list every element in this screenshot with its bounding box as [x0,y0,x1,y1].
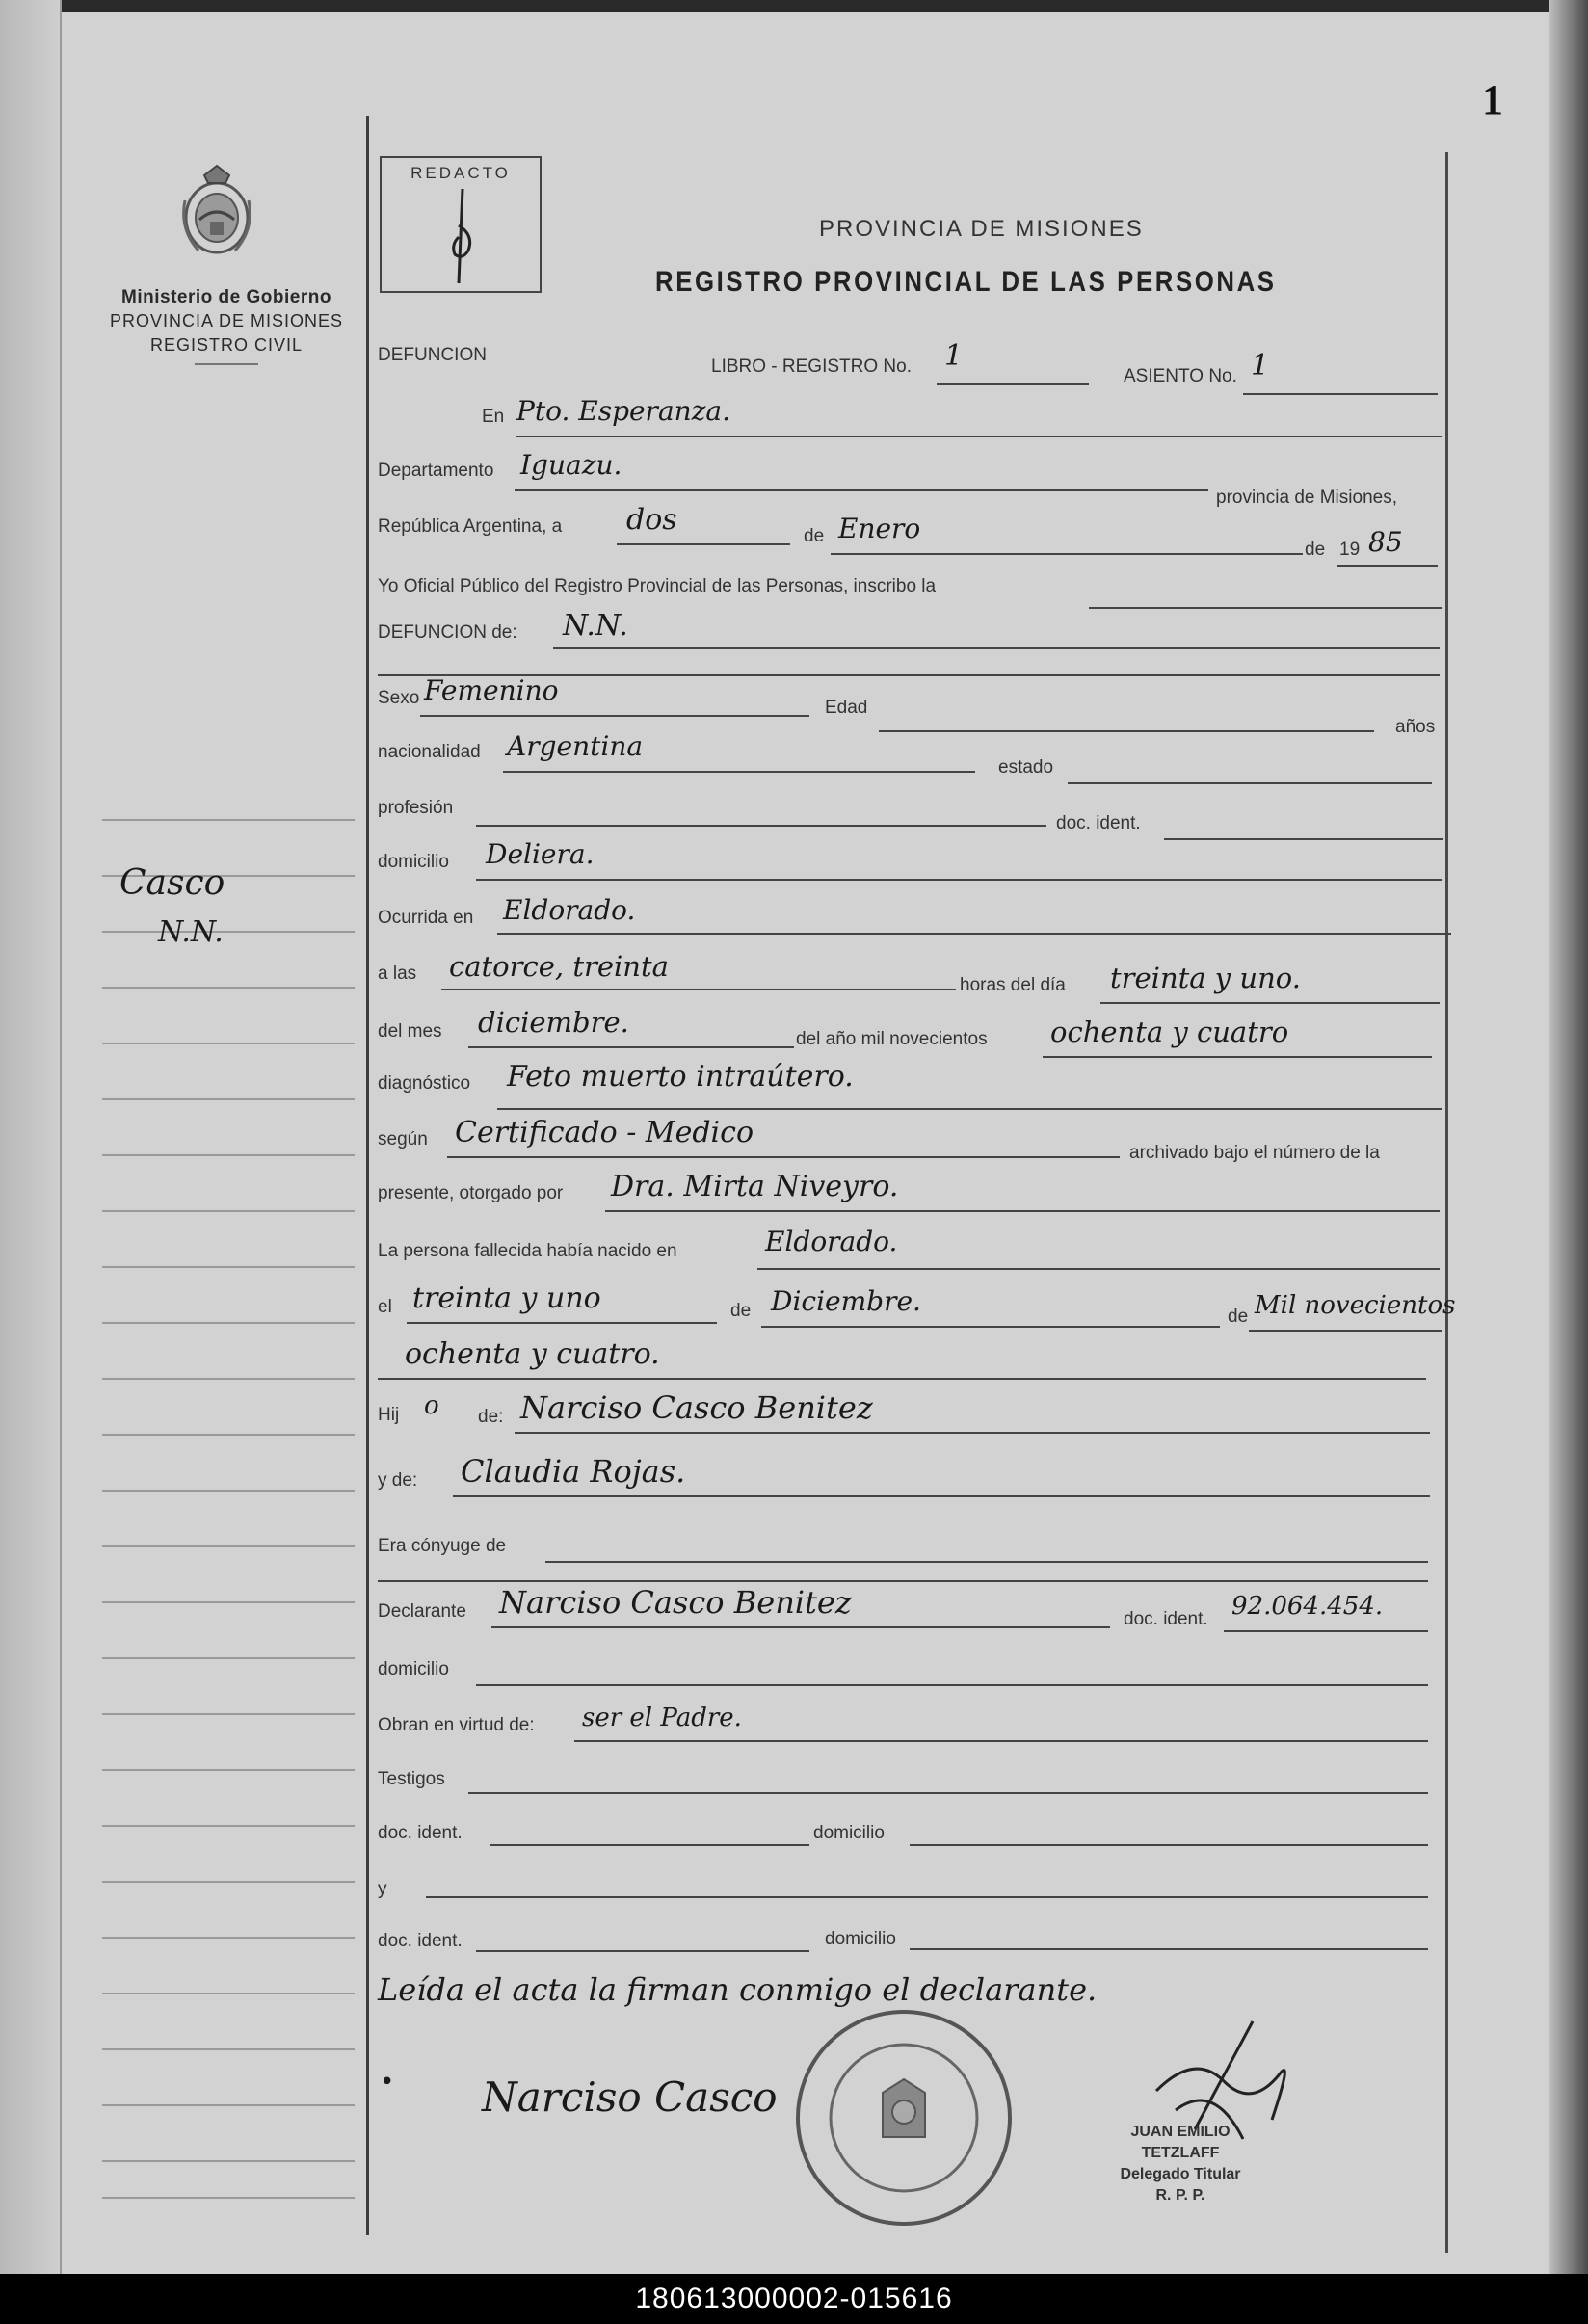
mes-line [468,1046,794,1048]
margin-line [102,2197,355,2199]
margin-line [102,1490,355,1492]
domicilio-line [476,879,1442,881]
asiento-label: ASIENTO No. [1124,366,1237,386]
continuation-value: ochenta y cuatro. [405,1337,660,1371]
page-number: 1 [1482,76,1503,123]
en-label: En [482,407,505,427]
profesion-label: profesión [378,798,454,818]
defuncion-label: DEFUNCION [378,345,487,365]
en-line [516,436,1442,437]
margin-line [102,2160,355,2162]
domicilio-value: Deliera. [486,838,595,870]
el-line [407,1322,717,1324]
fecha-de2-label: de [1305,540,1326,560]
margin-line [102,1881,355,1883]
libro-line [937,383,1089,385]
el-de-label: de [730,1301,752,1321]
departamento-label: Departamento [378,461,494,481]
testigo1-domicilio-label: domicilio [813,1823,885,1843]
fecha-de-label: de [804,526,825,546]
margin-line [102,819,355,821]
anio-line [1043,1056,1432,1058]
official-name: JUAN EMILIO TETZLAFF [1130,2124,1231,2161]
testigo2-doc-line [476,1950,809,1952]
fecha-month: Enero [838,513,921,544]
defuncion-de-label: DEFUNCION de: [378,622,517,643]
madre-value: Claudia Rojas. [461,1453,686,1490]
testigo2-line [426,1896,1428,1898]
libro-value: 1 [944,339,964,373]
margin-line [102,1601,355,1603]
margin-note-surname: Casco [119,863,225,903]
image-id-footer: 180613000002-015616 [0,2274,1588,2324]
nacido-label: La persona fallecida había nacido en [378,1241,677,1261]
anio-value: ochenta y cuatro [1050,1016,1289,1048]
hora-label: a las [378,964,417,984]
margin-notes-area [102,809,355,2216]
el-de2-value: Mil novecientos [1255,1291,1456,1320]
departamento-line [515,489,1208,491]
margin-line [102,1266,355,1268]
hijo-label: Hij [378,1405,400,1425]
diagnostico-label: diagnóstico [378,1073,471,1094]
initials-signature-icon [430,187,488,293]
margin-line [102,1937,355,1939]
provincia-title: PROVINCIA DE MISIONES [819,216,1144,242]
presente-label: presente, otorgado por [378,1183,564,1203]
book-left-edge [0,0,62,2274]
margin-line [102,1043,355,1044]
declarante-value: Narciso Casco Benitez [499,1584,852,1621]
testigo2-y-label: y [378,1879,387,1899]
ministry-province: PROVINCIA DE MISIONES [109,311,344,330]
padre-line [515,1432,1430,1434]
asiento-value: 1 [1251,349,1270,383]
departamento-value: Iguazu. [520,449,622,481]
margin-line [102,987,355,989]
defuncion-de-line [553,647,1440,649]
hijo-de-label: de: [478,1407,504,1427]
fecha-month-line [831,553,1303,555]
edad-label: Edad [825,698,868,718]
margin-line [102,1322,355,1324]
profesion-line [476,825,1046,827]
estado-label: estado [998,757,1054,778]
dia-value: treinta y uno. [1110,962,1301,994]
margin-line [102,1545,355,1547]
obran-label: Obran en virtud de: [378,1715,535,1735]
conyuge-line2 [378,1580,1428,1582]
declarante-domicilio-line [476,1684,1428,1686]
diagnostico-value: Feto muerto intraútero. [507,1060,854,1094]
sexo-label: Sexo [378,688,420,708]
declarante-signature: Narciso Casco [482,2073,778,2121]
ministry-name: Ministerio de Gobierno [121,287,331,307]
provincia-suffix: provincia de Misiones, [1216,488,1397,508]
hora-line [441,989,956,990]
ocurrida-label: Ocurrida en [378,908,474,928]
obran-value: ser el Padre. [582,1703,742,1732]
testigo2-doc-label: doc. ident. [378,1931,463,1951]
anos-label: años [1395,717,1436,737]
margin-line [102,1154,355,1156]
continuation-line [378,1378,1426,1380]
segun-value: Certificado - Medico [455,1116,754,1149]
ministry-header [96,285,357,365]
margin-note-name: N.N. [158,915,224,949]
nacido-line [757,1268,1440,1270]
nacionalidad-line [503,771,975,773]
margin-line [102,931,355,933]
margin-line [102,1434,355,1436]
mes-label: del mes [378,1021,442,1042]
margin-line [102,1098,355,1100]
el-de2-label: de [1228,1307,1249,1327]
sexo-line [420,715,809,717]
diagnostico-line [497,1108,1442,1110]
madre-label: y de: [378,1470,418,1491]
testigo2-domicilio-label: domicilio [825,1929,896,1949]
ministry-office: REGISTRO CIVIL [149,335,304,355]
padre-value: Narciso Casco Benitez [520,1389,873,1426]
el-value: treinta y uno [412,1281,601,1315]
conyuge-label: Era cónyuge de [378,1536,507,1556]
nacionalidad-value: Argentina [507,730,644,762]
profesion-doc-line [1164,838,1443,840]
declarante-doc-label: doc. ident. [1124,1609,1208,1629]
coat-of-arms-icon [175,162,258,264]
signature-mark: • [380,2068,395,2097]
testigo1-doc-label: doc. ident. [378,1823,463,1843]
oficial-line [1089,607,1442,609]
testigos-line [468,1792,1428,1794]
sexo-value: Femenino [424,674,559,706]
testigo2-domicilio-line [910,1948,1428,1950]
margin-line [102,1825,355,1827]
ocurrida-value: Eldorado. [503,894,636,926]
defuncion-de-value: N.N. [563,609,628,643]
redacto-label: REDACTO [410,164,511,182]
en-value: Pto. Esperanza. [516,395,731,427]
declarante-label: Declarante [378,1601,466,1622]
segun-line [447,1156,1120,1158]
margin-line [102,1210,355,1212]
declarante-domicilio-label: domicilio [378,1659,449,1679]
official-seal-icon [790,2004,1018,2232]
form-left-rule [366,116,369,2235]
nacido-value: Eldorado. [765,1226,898,1257]
margin-line [102,2104,355,2106]
segun-label: según [378,1129,428,1149]
el-de2-line [1249,1330,1442,1332]
declarante-doc-line [1224,1630,1428,1632]
conyuge-line [545,1561,1428,1563]
margin-line [102,1769,355,1771]
testigo1-doc-line [490,1844,809,1846]
fecha-year-prefix: 19 [1339,540,1361,560]
dia-line [1100,1002,1440,1004]
fecha-label: República Argentina, a [378,516,563,537]
official-title: Delegado Titular [1120,2166,1241,2182]
edad-line [879,730,1374,732]
libro-label: LIBRO - REGISTRO No. [711,357,912,377]
estado-line [1068,782,1432,784]
ocurrida-line [497,933,1451,935]
fecha-day: dos [626,503,677,537]
obran-line [574,1740,1428,1742]
domicilio-label: domicilio [378,852,449,872]
margin-line [102,2048,355,2050]
ministry-rule [195,363,258,365]
asiento-line [1243,393,1438,395]
presente-line [605,1210,1440,1212]
dia-label: horas del día [960,975,1066,995]
nacionalidad-label: nacionalidad [378,742,481,762]
fecha-day-line [617,543,790,545]
registro-title: REGISTRO PROVINCIAL DE LAS PERSONAS [655,266,1277,298]
fecha-year-line [1337,565,1438,567]
margin-line [102,1657,355,1659]
redacto-box [380,156,542,293]
hijo-suffix: o [424,1391,439,1420]
profesion-doc-label: doc. ident. [1056,813,1141,833]
declarante-line [491,1626,1110,1628]
fecha-year-suffix: 85 [1368,526,1403,558]
book-right-edge [1549,0,1588,2274]
el-de-value: Diciembre. [771,1285,921,1317]
official-org: R. P. P. [1155,2187,1205,2204]
form-right-rule [1445,152,1448,2253]
anio-label: del año mil novecientos [796,1029,988,1049]
archivado-label: archivado bajo el número de la [1129,1143,1380,1163]
el-label: el [378,1297,392,1317]
declarante-doc-value: 92.064.454. [1231,1592,1384,1621]
el-de-line [761,1326,1220,1328]
testigo1-domicilio-line [910,1844,1428,1846]
mes-value: diciembre. [478,1006,629,1039]
oficial-statement: Yo Oficial Público del Registro Provincial de las Personas, inscribo la [378,576,937,596]
testigos-label: Testigos [378,1769,445,1789]
official-credentials [1098,2122,1262,2206]
margin-line [102,1378,355,1380]
madre-line [453,1495,1430,1497]
presente-value: Dra. Mirta Niveyro. [611,1170,899,1203]
book-binding-top [0,0,1588,12]
leida-statement: Leída el acta la firman conmigo el declarante. [378,1971,1098,2008]
margin-line [102,1993,355,1994]
hora-value: catorce, treinta [449,950,669,983]
margin-line [102,1713,355,1715]
